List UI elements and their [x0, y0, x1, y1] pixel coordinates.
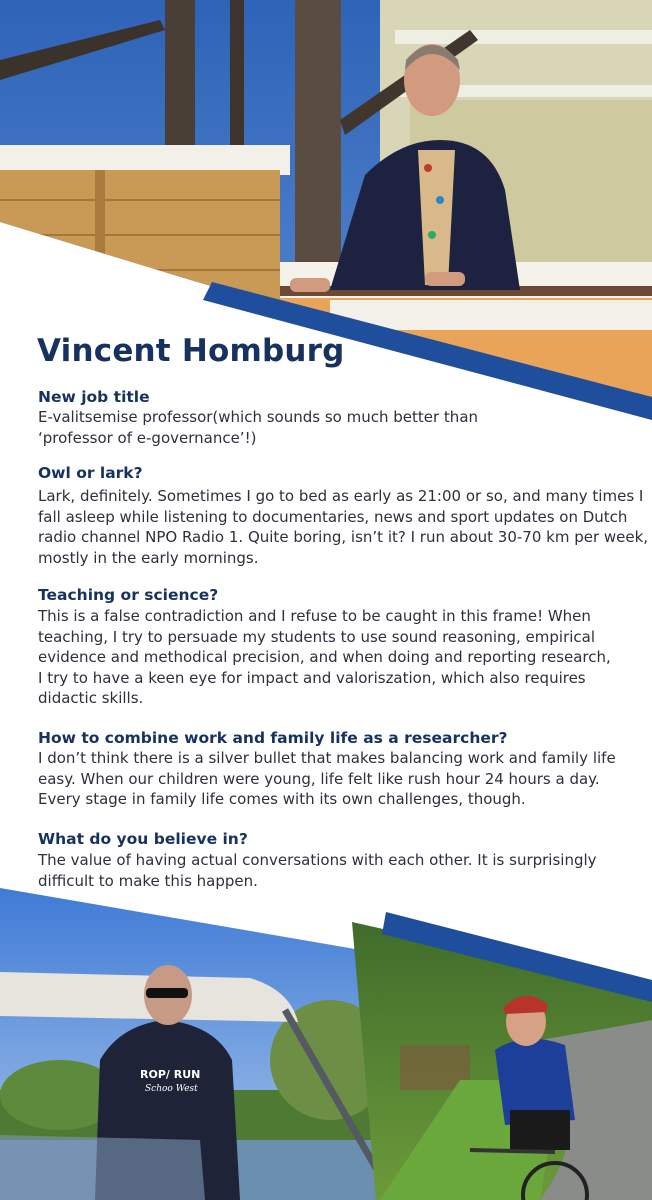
section-heading: How to combine work and family life as a researcher? — [38, 729, 508, 747]
section-heading: New job title — [38, 388, 150, 406]
section-beliefs — [38, 829, 648, 891]
section-teaching-or-science — [38, 585, 648, 709]
section-answer: This is a false contradiction and I refuse to be caught in this frame! When teaching, I try to persuade my students to use sound reasoning, empirical evidence and methodical precision, and when doing and reporting research, I try to have a keen eye for impact and valoriszation, which also requires didactic skills. — [38, 607, 611, 707]
section-owl-or-lark — [38, 463, 648, 568]
section-heading: What do you believe in? — [38, 830, 248, 848]
section-answer: E-valitsemise professor(which sounds so much better than ‘professor of e-governance’!) — [38, 408, 479, 447]
section-work-family-life — [38, 728, 648, 810]
section-answer: I don’t think there is a silver bullet that makes balancing work and family life easy. When our children were young, life felt like rush hour 24 hours a day. Every stage in family life comes with its own challenges, though. — [38, 749, 616, 808]
section-answer: Lark, definitely. Sometimes I go to bed as early as 21:00 or so, and many times I fall asleep while listening to documentaries, news and sport updates on Dutch radio channel NPO Radio 1. Quite boring, isn’t it? I run about 30-70 km per week, mostly in the early mornings. — [38, 487, 649, 567]
section-heading: Teaching or science? — [38, 586, 219, 604]
profile-name: Vincent Homburg — [37, 333, 345, 369]
section-job-title — [38, 387, 648, 448]
section-heading: Owl or lark? — [38, 464, 143, 482]
hoodie-text-line2: Schoo West — [145, 1084, 198, 1094]
hoodie-text-line1: ROP/ RUN — [140, 1068, 201, 1081]
section-answer: The value of having actual conversations with each other. It is surprisingly difficult to make this happen. — [38, 851, 597, 890]
